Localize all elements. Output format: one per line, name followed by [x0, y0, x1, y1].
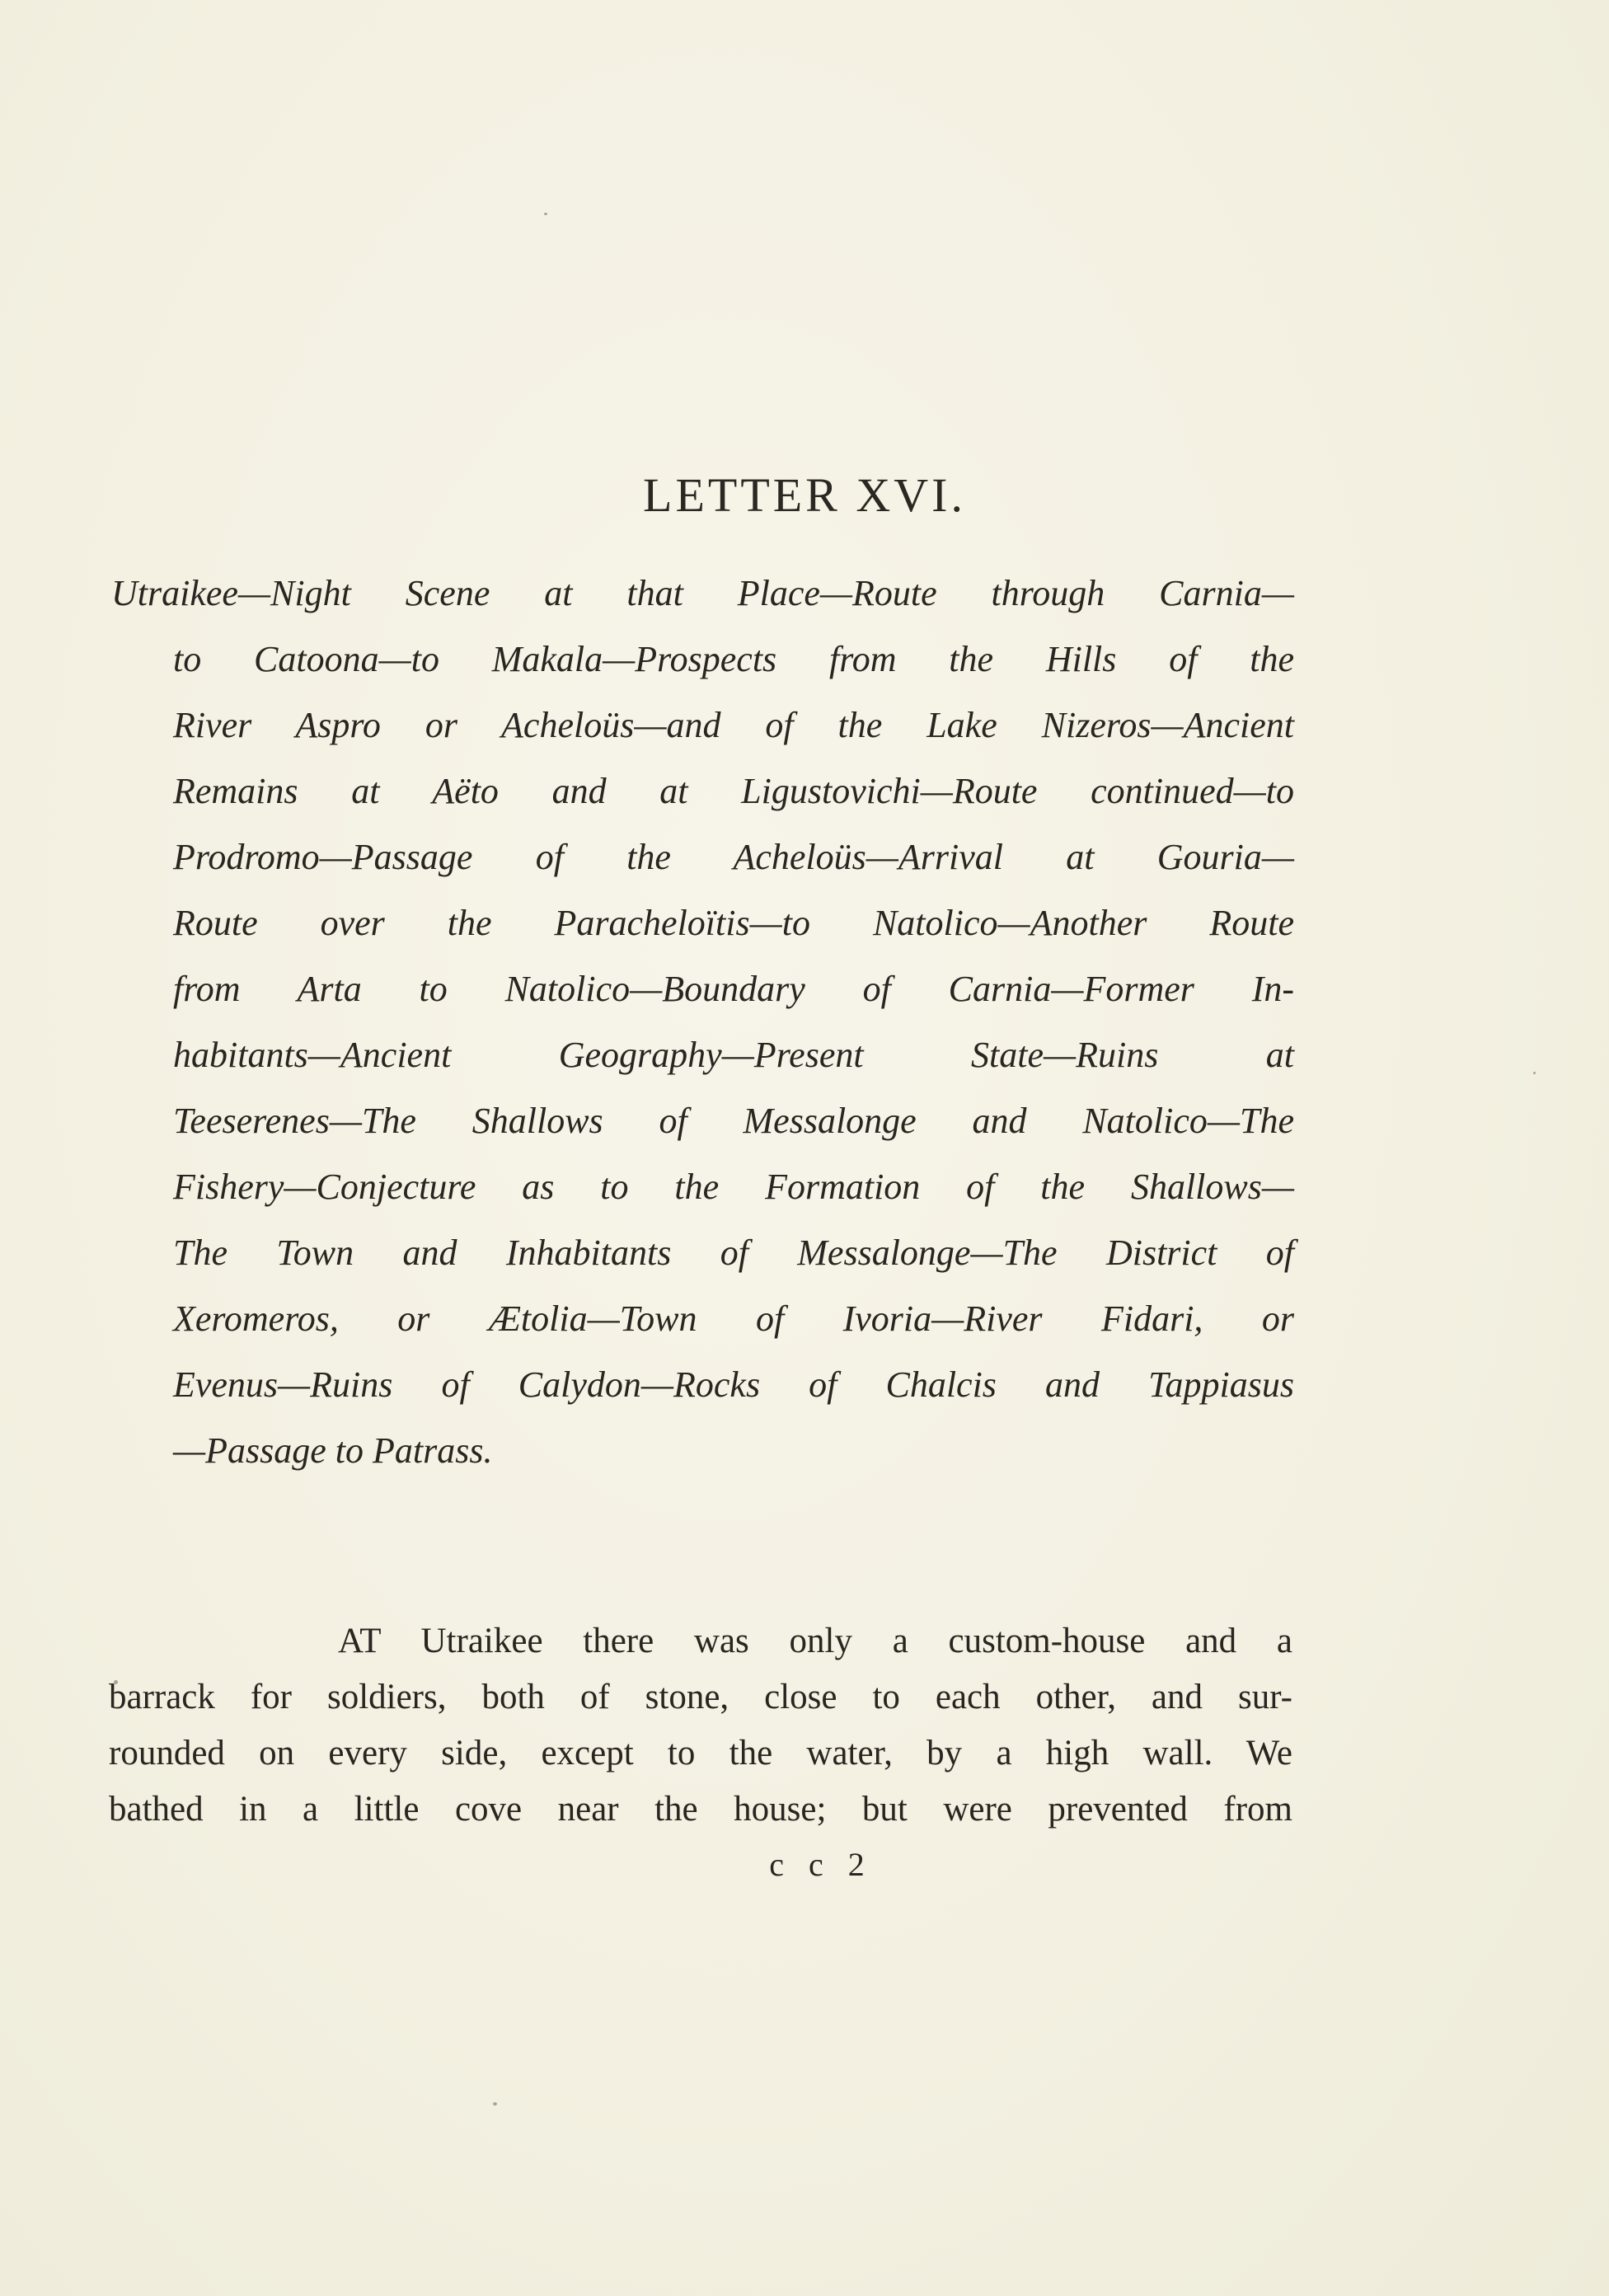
signature-mark: c c 2	[769, 1846, 873, 1883]
ink-speck	[493, 2102, 497, 2106]
summary-line: from Arta to Natolico—Boundary of Carnia—Former In-	[173, 969, 1294, 1009]
ink-speck	[1533, 1072, 1536, 1074]
summary-line: Evenus—Ruins of Calydon—Rocks of Chalcis and Tappiasus	[173, 1364, 1294, 1405]
summary-line: Fishery—Conjecture as to the Formation of the Shallows—	[173, 1167, 1294, 1207]
summary-line: Utraikee—Night Scene at that Place—Route through Carnia—	[111, 573, 1294, 613]
summary-line: Remains at Aëto and at Ligustovichi—Route continued—to	[173, 771, 1294, 811]
summary-line: River Aspro or Acheloüs—and of the Lake Nizeros—Ancient	[173, 705, 1294, 745]
summary-line: —Passage to Patrass.	[173, 1430, 493, 1471]
summary-line: to Catoona—to Makala—Prospects from the Hills of the	[173, 639, 1294, 679]
ink-speck	[544, 213, 547, 215]
body-line: AT Utraikee there was only a custom-house and a	[338, 1622, 1292, 1660]
letter-heading: LETTER XVI.	[643, 467, 966, 522]
summary-line: Prodromo—Passage of the Acheloüs—Arrival at Gouria—	[173, 837, 1294, 877]
summary-line: Route over the Paracheloïtis—to Natolico—Another Route	[173, 903, 1294, 943]
body-line: bathed in a little cove near the house; but were prevented from	[109, 1790, 1292, 1829]
summary-line: Xeromeros, or Ætolia—Town of Ivoria—River Fidari, or	[173, 1298, 1294, 1339]
body-line: barrack for soldiers, both of stone, close to each other, and sur-	[109, 1678, 1292, 1716]
summary-line: habitants—Ancient Geography—Present State—Ruins at	[173, 1035, 1294, 1075]
body-line: rounded on every side, except to the water, by a high wall. We	[109, 1734, 1292, 1772]
summary-line: Teeserenes—The Shallows of Messalonge and Natolico—The	[173, 1101, 1294, 1141]
summary-line: The Town and Inhabitants of Messalonge—The District of	[173, 1233, 1294, 1273]
